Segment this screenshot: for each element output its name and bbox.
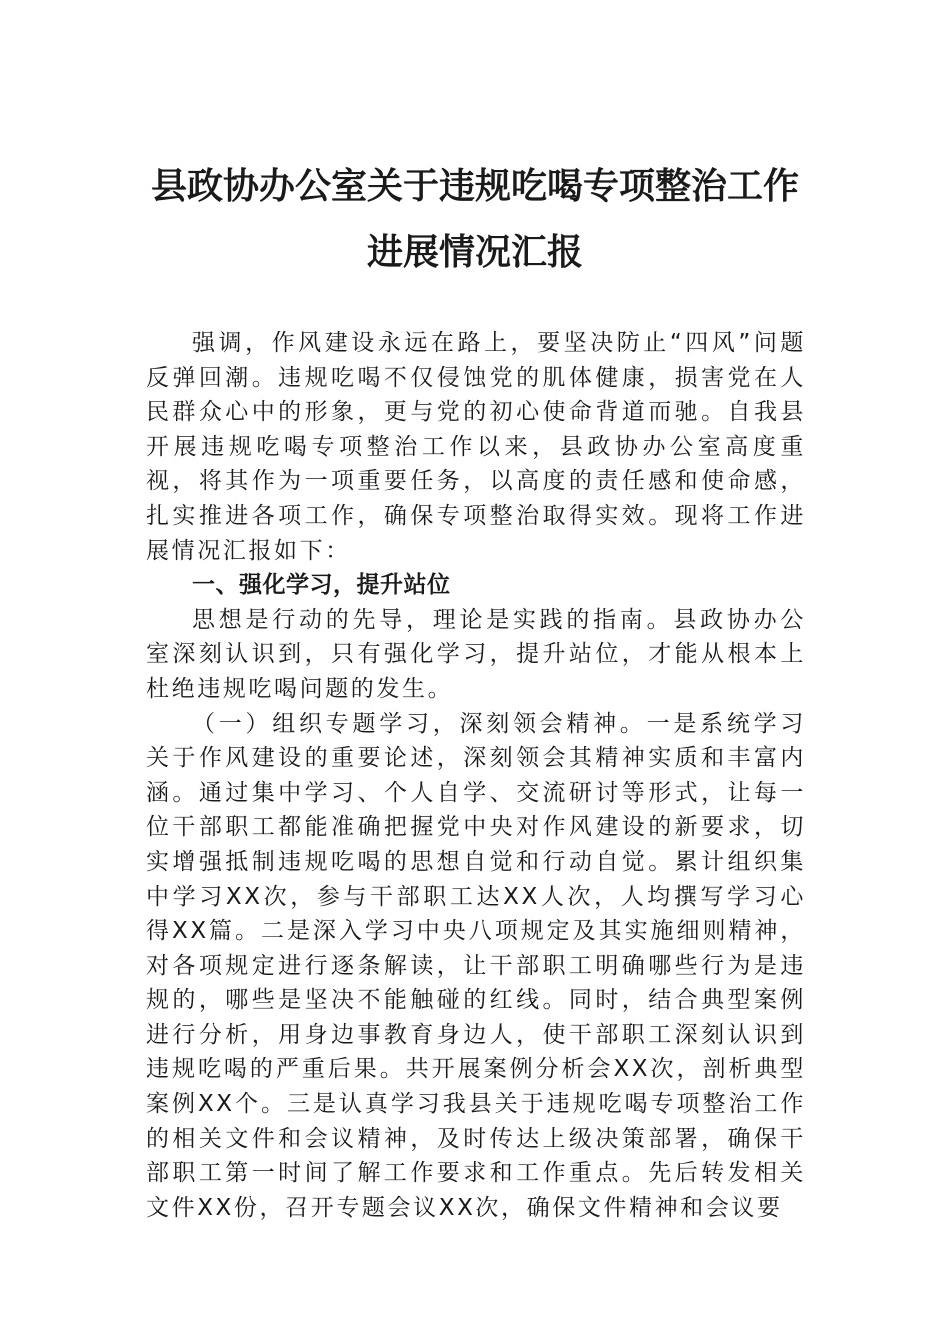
subsection-1-paragraph bbox=[146, 707, 806, 1226]
document-title-line-1: 县政协办公室关于违规吃喝专项整治工作 bbox=[150, 165, 799, 207]
document-title-line-2: 进展情况汇报 bbox=[366, 231, 583, 273]
intro-paragraph: 强调，作风建设永远在路上，要坚决防止“四风”问题反弹回潮。违规吃喝不仅侵蚀党的肌体健康，损害党在人民群众心中的形象，更与党的初心使命背道而驰。自我县开展违规吃喝专项整治工作以来，县政协办公室高度重视，将其作为一项重要任务，以高度的责任感和使命感，扎实推进各项工作，确保专项整治取得实效。现将工作进展情况汇报如下： bbox=[146, 330, 806, 564]
subsection-1-lead: （一）组织专题学习，深刻领会精神。 bbox=[192, 710, 647, 737]
section-1-paragraph: 思想是行动的先导，理论是实践的指南。县政协办公室深刻认识到，只有强化学习，提升站位，才能从根本上杜绝违规吃喝问题的发生。 bbox=[146, 606, 806, 702]
document-body bbox=[146, 326, 806, 1225]
section-heading-1: 一、强化学习，提升站位 bbox=[192, 572, 451, 599]
subsection-1-body: 一是系统学习关于作风建设的重要论述，深刻领会其精神实质和丰富内涵。通过集中学习、个人自学、交流研讨等形式，让每一位干部职工都能准确把握党中央对作风建设的新要求，切实增强抵制违规吃喝的思想自觉和行动自觉。累计组织集中学习XX次，参与干部职工达XX人次，人均撰写学习心得XX篇。二是深入学习中央八项规定及其实施细则精神，对各项规定进行逐条解读，让干部职工明确哪些行为是违规的，哪些是坚决不能触碰的红线。同时，结合典型案例进行分析，用身边事教育身边人，使干部职工深刻认识到违规吃喝的严重后果。共开展案例分析会XX次，剖析典型案例XX个。三是认真学习我县关于违规吃喝专项整治工作的相关文件和会议精神，及时传达上级决策部署，确保干部职工第一时间了解工作要求和工作重点。先后转发相关文件XX份，召开专题会议XX次，确保文件精神和会议要 bbox=[146, 710, 806, 1221]
